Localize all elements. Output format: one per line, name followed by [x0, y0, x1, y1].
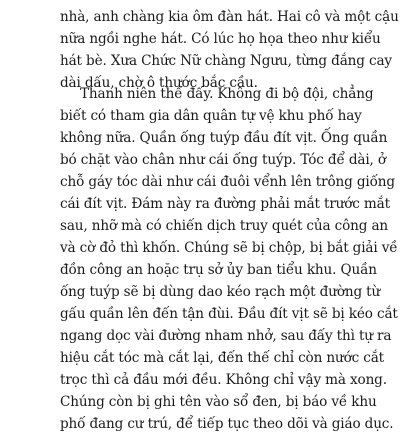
text-line: sau, nhỡ mà có chiến dịch truy quét của công an: [60, 218, 389, 234]
text-line: không nữa. Quần ống tuýp đầu đít vịt. Ống quần: [60, 130, 388, 146]
text-line: Thanh niên thế đấy. Không đi bộ đội, chẳng: [80, 86, 374, 102]
text-line: nữa ngồi nghe hát. Có lúc họ họa theo như kiểu: [60, 31, 381, 47]
text-line: hát bè. Xưa Chức Nữ chàng Ngưu, từng đắng cay: [60, 53, 392, 69]
text-line: gấu quần lên đến tận đùi. Đầu đít vịt sẽ bị kéo cắt: [60, 306, 398, 322]
text-line: nhà, anh chàng kia ôm đàn hát. Hai cô và một cậu: [60, 9, 399, 25]
text-line: chỗ gáy tóc dài như cái đuôi vểnh lên trông giống: [60, 174, 395, 190]
text-line: ngang dọc vài đường nham nhở, sau đấy thì tự ra: [60, 328, 392, 344]
text-line: ống tuýp sẽ bị dùng dao kéo rạch một đường từ: [60, 284, 381, 300]
text-line: bó chặt vào chân như cái ống tuýp. Tóc để dài, ở: [60, 152, 386, 168]
text-line: và cờ đỏ thì khốn. Chúng sẽ bị chộp, bị bắt giải về: [60, 240, 398, 256]
text-line: hiệu cắt tóc mà cắt lại, đến thế chỉ còn nước cắt: [60, 350, 384, 366]
text-line: đồn công an hoặc trụ sở ủy ban tiểu khu. Quần: [60, 262, 377, 278]
text-line: phố đang cư trú, để tiếp tục theo dõi và giáo dục.: [60, 416, 394, 432]
text-line: Chúng còn bị ghi tên vào sổ đen, bị báo về khu: [60, 394, 377, 410]
text-line: cái đít vịt. Đám này ra đường phải mắt trước mắt: [60, 196, 390, 212]
text-line: dài dấu, chờ ô thước bắc cầu.: [60, 75, 258, 91]
text-line: trọc thì cả đầu mới đều. Không chỉ vậy mà xong.: [60, 372, 387, 388]
text-line: biết có tham gia dân quân tự vệ khu phố hay: [60, 108, 362, 124]
